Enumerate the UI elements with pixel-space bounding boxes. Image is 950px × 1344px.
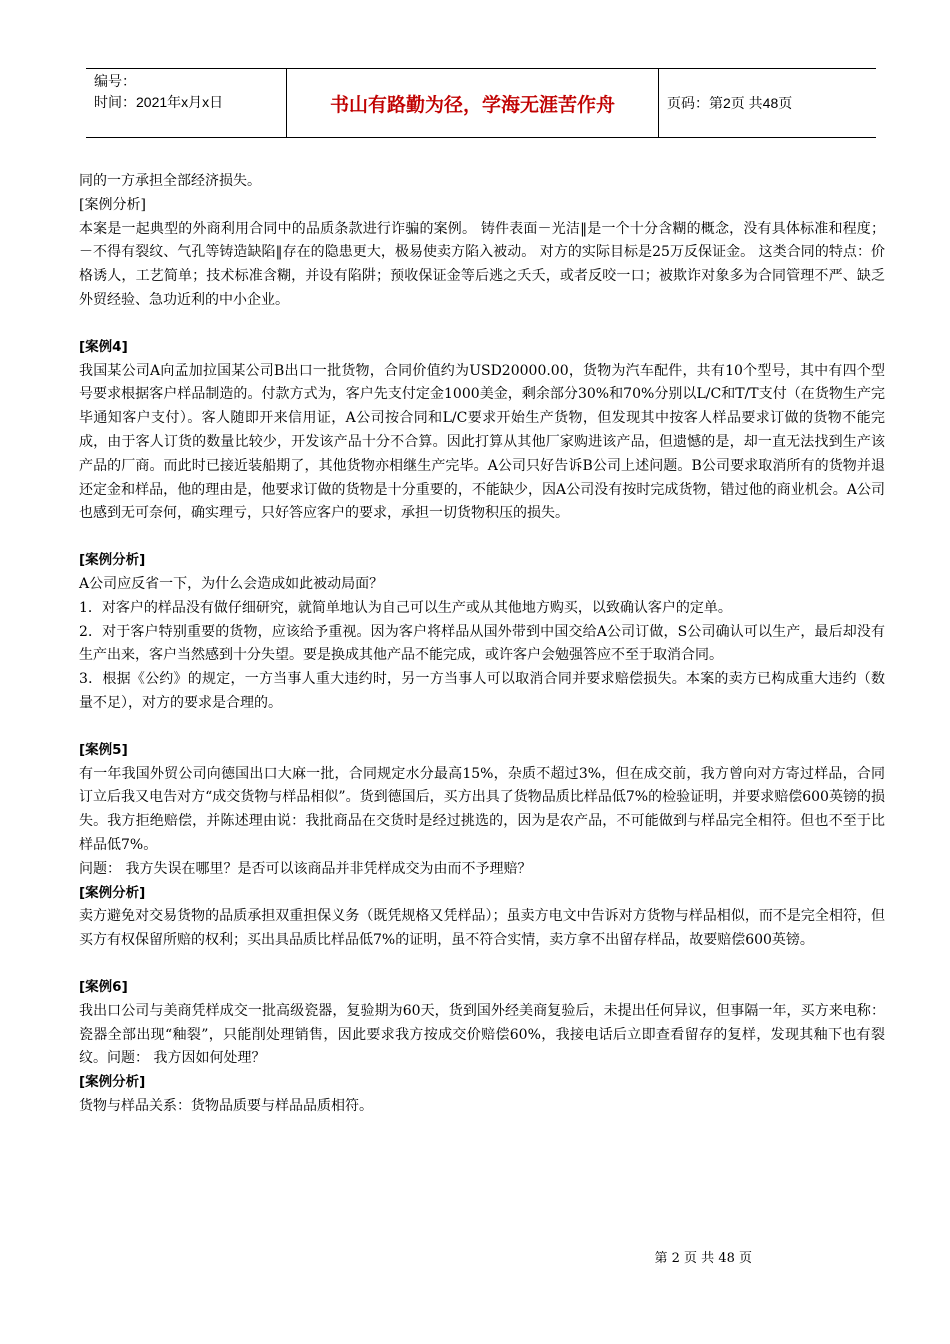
page-footer xyxy=(0,1247,950,1266)
section-heading: [案例5] xyxy=(79,741,128,758)
doc-number-label: 编号： xyxy=(94,73,136,89)
paragraph: 2．对于客户特别重要的货物，应该给予重视。因为客户将样品从国外带到中国交给A公司订做，S公司确认可以生产，最后却没有生产出来，客户当然感到十分失望。要是换成其他产品不能完成，或许客户会勉强答应不至于取消合同。 xyxy=(79,623,885,664)
section-heading: [案例分析] xyxy=(79,884,146,901)
section-heading: [案例4] xyxy=(79,338,128,355)
paragraph: 货物与样品关系：货物品质要与样品品质相符。 xyxy=(79,1097,373,1114)
section-heading: [案例分析] xyxy=(79,1074,146,1091)
header-page-label: 页码：第2页 共48页 xyxy=(667,95,793,111)
paragraph: 1．对客户的样品没有做仔细研究，就简单地认为自己可以生产或从其他地方购买，以致确认客户的定单。 xyxy=(79,599,732,616)
paragraph: 我出口公司与美商凭样成交一批高级瓷器，复验期为60天，货到国外经美商复验后，未提出任何异议，但事隔一年，买方来电称：瓷器全部出现“釉裂”，只能削处理销售，因此要求我方按成交价赔偿60%，我接电话后立即查看留存的复样，发现其釉下也有裂纹。问题： 我方因如何处理？ xyxy=(79,1002,885,1067)
page-header xyxy=(86,68,876,138)
paragraph: A公司应反省一下，为什么会造成如此被动局面？ xyxy=(79,575,384,592)
paragraph: 同的一方承担全部经济损失。 xyxy=(79,173,261,189)
footer-page-number: 第 2 页 共 48 页 xyxy=(654,1251,752,1266)
paragraph: [案例分析] xyxy=(79,196,146,213)
paragraph: 问题： 我方失误在哪里？是否可以该商品并非凭样成交为由而不予理赔？ xyxy=(79,860,532,877)
paragraph-gap xyxy=(79,716,885,739)
paragraph: 3．根据《公约》的规定，一方当事人重大违约时，另一方当事人可以取消合同并要求赔偿损失。本案的卖方已构成重大违约（数量不足），对方的要求是合理的。 xyxy=(79,671,885,711)
header-motto: 书山有路勤为径，学海无涯苦作舟 xyxy=(286,69,659,137)
paragraph: 有一年我国外贸公司向德国出口大麻一批，合同规定水分最高15%，杂质不超过3%，但在成交前，我方曾向对方寄过样品，合同订立后我又电告对方“成交货物与样品相似”。货到德国后，买方出具了货物品质比样品低7%的检验证明，并要求赔偿600英镑的损失。我方拒绝赔偿，并陈述理由说：我批商品在交货时是经过挑选的，因为是农产品，不可能做到与样品完全相符。但也不至于比样品低7%。 xyxy=(79,765,885,853)
doc-time-label: 时间：2021年x月x日 xyxy=(94,94,224,110)
section-heading: [案例6] xyxy=(79,978,128,995)
paragraph: 我国某公司A向孟加拉国某公司B出口一批货物，合同价值约为USD20000.00，货物为汽车配件，共有10个型号，其中有四个型号要求根据客户样品制造的。付款方式为，客户先支付定金1000美金，剩余部分30%和70%分别以L/C和T/T支付（在货物生产完毕通知客户支付）。客人随即开来信用证，A公司按合同和L/C要求开始生产货物，但发现其中按客人样品要求订做的货物不能完成，由于客人订货的数量比较少，开发该产品十分不合算。因此打算从其他厂家购进该产品，但遗憾的是，却一直无法找到生产该产品的厂商。而此时已接近装船期了，其他货物亦相继生产完毕。A公司只好告诉B公司上述问题。B公司要求取消所有的货物并退还定金和样品，他的理由是，他要求订做的货物是十分重要的，不能缺少，因A公司没有按时完成货物，错过他的商业机会。A公司也感到无可奈何，确实理亏，只好答应客户的要求，承担一切货物积压的损失。 xyxy=(79,362,885,522)
paragraph-gap xyxy=(79,953,885,976)
paragraph-gap xyxy=(79,313,885,336)
paragraph-gap xyxy=(79,526,885,549)
section-heading: [案例分析] xyxy=(79,552,146,569)
paragraph: 卖方避免对交易货物的品质承担双重担保义务（既凭规格又凭样品）；虽卖方电文中告诉对方货物与样品相似，而不是完全相符，但买方有权保留所赔的权利；买出具品质比样品低7%的证明，虽不符合实情，卖方拿不出留存样品，故要赔偿600英镑。 xyxy=(79,908,885,949)
paragraph: 本案是一起典型的外商利用合同中的品质条款进行诈骗的案例。 铸件表面－光洁‖是一个十分含糊的概念，没有具体标准和程度；－不得有裂纹、气孔等铸造缺陷‖存在的隐患更大，极易使卖方陷入被动。 对方的实际目标是25万反保证金。 这类合同的特点：价格诱人，工艺简单；技术标准含糊，并设有陷阱；预收保证金等后逃之夭夭，或者反咬一口；被欺诈对象多为合同管理不严、缺乏外贸经验、急功近利的中小企业。 xyxy=(79,220,885,308)
header-meta xyxy=(86,69,286,137)
document-body xyxy=(79,170,885,1119)
